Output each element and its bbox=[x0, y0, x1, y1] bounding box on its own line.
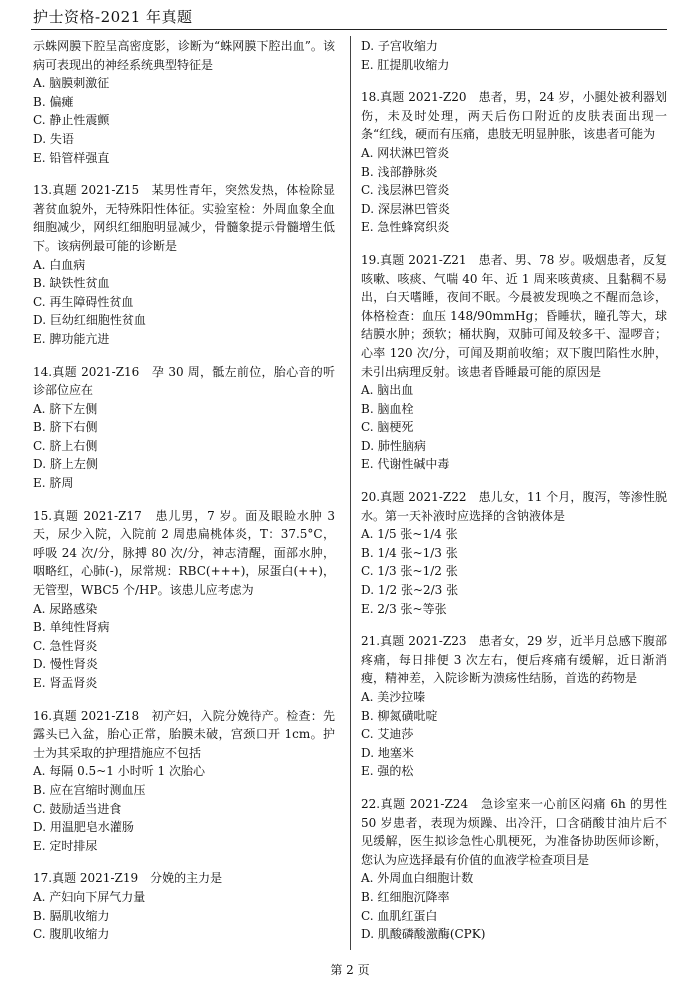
question-block bbox=[361, 632, 667, 781]
answer-option: D. 用温肥皂水灌肠 bbox=[33, 820, 134, 835]
answer-option: C. 脐上右侧 bbox=[33, 438, 98, 453]
question-block bbox=[361, 795, 667, 944]
answer-option: E. 急性蜂窝织炎 bbox=[361, 220, 450, 235]
question-stem: 15.真题 2021-Z17 患儿男，7 岁。面及眼睑水肿 3 天，尿少入院，入院前 2 周患扁桃体炎，T：37.5°C，呼吸 24 次/分，脉搏 80 次/分，神志清醒，面部水肿，咽略红，心肺(-)，尿常规：RBC(+++)，尿蛋白(++)，无管型，WBC5 个/HP。该患儿应考虑为 bbox=[33, 508, 335, 598]
question-block bbox=[33, 869, 335, 943]
question-block bbox=[33, 37, 335, 167]
answer-option: D. 1/2 张~2/3 张 bbox=[361, 583, 459, 598]
question-stem: 13.真题 2021-Z15 某男性青年，突然发热，体检除显著贫血貌外，无特殊阳性体征。实验室检：外周血象全血细胞减少，网织红细胞明显减少，骨髓象提示骨髓增生低下。该病例最可能的诊断是 bbox=[33, 183, 335, 253]
question-block bbox=[361, 37, 667, 74]
header-rule bbox=[31, 29, 667, 30]
question-stem: 14.真题 2021-Z16 孕 30 周，骶左前位，胎心音的听诊部位应在 bbox=[33, 364, 335, 398]
answer-option: A. 尿路感染 bbox=[33, 601, 98, 616]
answer-option: B. 1/4 张~1/3 张 bbox=[361, 545, 458, 560]
page-number: 第 2 页 bbox=[330, 963, 370, 977]
right-column bbox=[361, 37, 667, 958]
answer-option: B. 缺铁性贫血 bbox=[33, 276, 110, 291]
question-stem: 18.真题 2021-Z20 患者，男，24 岁，小腿处被利器划伤，未及时处理，两天后伤口附近的皮肤表面出现一条“红线，硬而有压痛，患肢无明显肿胀，该患者可能为 bbox=[361, 90, 667, 142]
answer-option: D. 失语 bbox=[33, 131, 74, 146]
page-header-title: 护士资格-2021 年真题 bbox=[33, 8, 193, 26]
answer-option: A. 白血病 bbox=[33, 257, 86, 272]
question-stem: 21.真题 2021-Z23 患者女，29 岁，近半月总感下腹部疼痛，每日排便 3 次左右，便后疼痛有缓解，近日渐消瘦，精神差，入院诊断为溃疡性结肠，首选的药物是 bbox=[361, 634, 667, 686]
question-stem: 22.真题 2021-Z24 急诊室来一心前区闷痛 6h 的男性 50 岁患者，表现为烦躁、出冷汗，口含硝酸甘油片后不见缓解，医生拟诊急性心肌梗死，为准备协助医师诊断，您认为应选择最有价值的血液学检查项目是 bbox=[361, 796, 667, 867]
answer-option: B. 偏瘫 bbox=[33, 94, 74, 109]
answer-option: C. 脑梗死 bbox=[361, 420, 414, 435]
answer-option: B. 应在宫缩时测血压 bbox=[33, 782, 146, 797]
answer-option: A. 产妇向下屏气力量 bbox=[33, 889, 146, 904]
answer-option: E. 肛提肌收缩力 bbox=[361, 57, 450, 72]
question-block bbox=[33, 507, 335, 693]
answer-option: E. 肾盂肾炎 bbox=[33, 676, 98, 690]
question-stem: 17.真题 2021-Z19 分娩的主力是 bbox=[33, 871, 223, 886]
answer-option: D. 子宫收缩力 bbox=[361, 39, 438, 53]
question-stem: 16.真题 2021-Z18 初产妇，入院分娩待产。检查：先露头已入盆，胎心正常，胎膜未破，宫颈口开 1cm。护士为其采取的护理措施应不包括 bbox=[33, 708, 335, 760]
answer-option: B. 柳氮磺吡啶 bbox=[361, 708, 438, 723]
answer-option: E. 定时排尿 bbox=[33, 838, 98, 853]
answer-option: D. 地塞米 bbox=[361, 745, 414, 760]
answer-option: C. 鼓励适当进食 bbox=[33, 801, 122, 816]
question-stem: 20.真题 2021-Z22 患儿女，11 个月，腹泻，等渗性脱水。第一天补液时应选择的含钠液体是 bbox=[361, 490, 667, 523]
answer-option: C. 浅层淋巴管炎 bbox=[361, 183, 450, 198]
answer-option: E. 2/3 张~等张 bbox=[361, 601, 447, 616]
answer-option: A. 外周血白细胞计数 bbox=[361, 871, 474, 886]
answer-option: C. 艾迪莎 bbox=[361, 727, 414, 742]
question-block bbox=[361, 88, 667, 237]
answer-option: E. 脐周 bbox=[33, 476, 74, 491]
answer-option: D. 深层淋巴管炎 bbox=[361, 201, 450, 216]
answer-option: C. 急性肾炎 bbox=[33, 638, 98, 653]
question-block bbox=[361, 488, 667, 618]
question-block bbox=[33, 363, 335, 493]
answer-option: B. 脑血栓 bbox=[361, 401, 414, 416]
answer-option: D. 慢性肾炎 bbox=[33, 657, 98, 672]
answer-option: D. 脐上左侧 bbox=[33, 457, 98, 472]
answer-option: E. 代谢性碱中毒 bbox=[361, 457, 450, 472]
question-stem: 示蛛网膜下腔呈高密度影，诊断为“蛛网膜下腔出血”。该病可表现出的神经系统典型特征是 bbox=[33, 39, 335, 72]
column-divider bbox=[350, 36, 351, 950]
answer-option: C. 静止性震颤 bbox=[33, 113, 110, 128]
answer-option: A. 每隔 0.5~1 小时听 1 次胎心 bbox=[33, 764, 205, 779]
answer-option: A. 1/5 张~1/4 张 bbox=[361, 527, 458, 542]
answer-option: A. 美沙拉嗪 bbox=[361, 690, 426, 704]
answer-option: B. 浅部静脉炎 bbox=[361, 164, 438, 179]
answer-option: C. 血肌红蛋白 bbox=[361, 908, 438, 923]
answer-option: D. 肺性脑病 bbox=[361, 438, 426, 453]
answer-option: C. 1/3 张~1/2 张 bbox=[361, 564, 458, 579]
answer-option: B. 膈肌收缩力 bbox=[33, 908, 110, 923]
answer-option: C. 腹肌收缩力 bbox=[33, 927, 110, 942]
question-block bbox=[33, 181, 335, 348]
answer-option: B. 红细胞沉降率 bbox=[361, 889, 450, 904]
answer-option: D. 肌酸磷酸激酶(CPK) bbox=[361, 927, 486, 942]
left-column bbox=[33, 37, 335, 958]
answer-option: A. 脑膜刺激征 bbox=[33, 76, 110, 91]
question-stem: 19.真题 2021-Z21 患者、男、78 岁。吸烟患者，反复咳嗽、咳痰、气喘 40 年、近 1 周来咳黄痰、且黏稠不易出，白天嗜睡，夜间不眠。今晨被发现唤之不醒而急诊，体格检查：血压 148/90mmHg；昏睡状，瞳孔等大，球结膜水肿；颈软；桶状胸，双肺可闻及较多干、湿啰音；心率 120 次/分，可闻及期前收缩；双下腹凹陷性水肿，未引出病理反射。该患者昏睡最可能的原因是 bbox=[361, 252, 667, 379]
answer-option: E. 强的松 bbox=[361, 764, 414, 779]
answer-option: C. 再生障碍性贫血 bbox=[33, 294, 134, 309]
answer-option: A. 网状淋巴管炎 bbox=[361, 145, 450, 160]
question-block bbox=[33, 707, 335, 856]
answer-option: A. 脐下左侧 bbox=[33, 401, 98, 416]
answer-option: A. 脑出血 bbox=[361, 383, 414, 398]
answer-option: D. 巨幼红细胞性贫血 bbox=[33, 313, 146, 328]
answer-option: E. 脾功能亢进 bbox=[33, 331, 110, 346]
question-block bbox=[361, 251, 667, 474]
answer-option: B. 脐下右侧 bbox=[33, 420, 98, 435]
answer-option: B. 单纯性肾病 bbox=[33, 620, 110, 635]
answer-option: E. 铅管样强直 bbox=[33, 150, 110, 165]
